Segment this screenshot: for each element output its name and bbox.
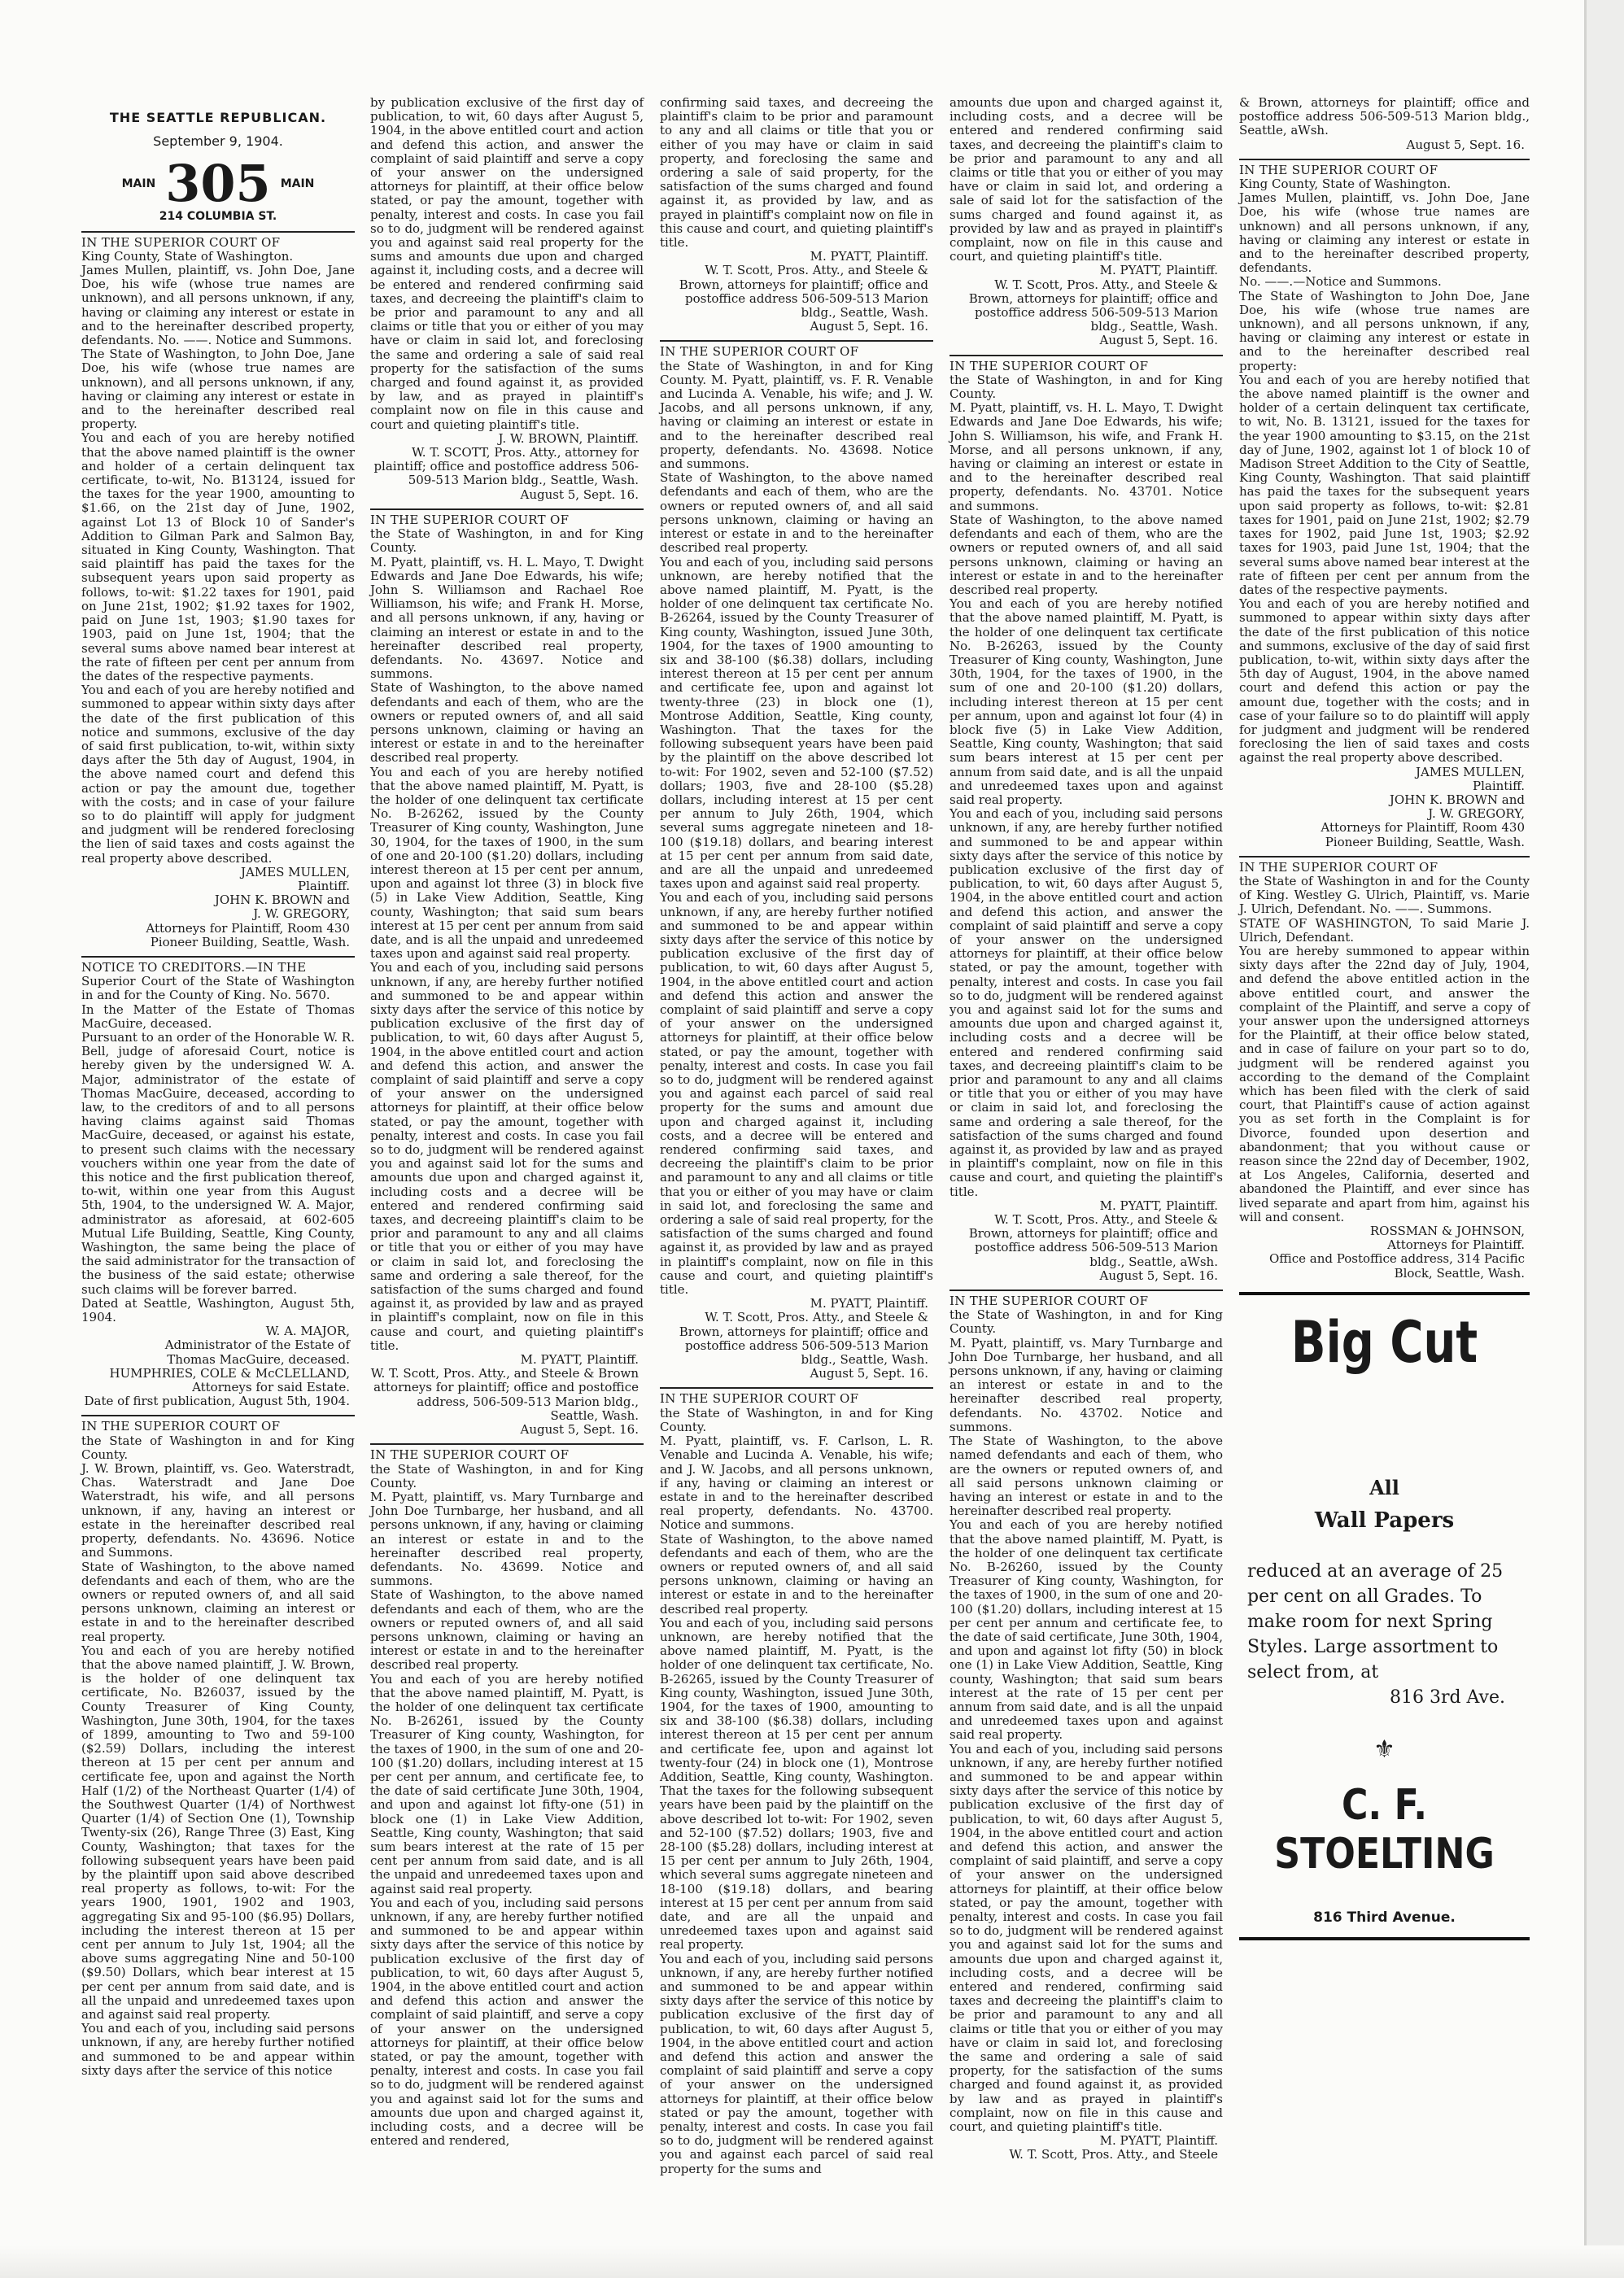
notice-signature: ROSSMAN & JOHNSON, Attorneys for Plaintiff. Office and Postoffice address, 314 Pacific Block, Seattle, Wash. (1268, 1224, 1525, 1281)
legal-notice (81, 961, 355, 1409)
phone-number: 305 (165, 154, 271, 214)
notice-body: the State of Washington, in and for King County. M. Pyatt, plaintiff, vs. Mary Turnbarge and John Doe Turnbarge, her husband, and all persons unknown, if any, having or claiming an interest or estate in and to the hereinafter described real property, defendants. No. 43702. Notice and summons. The State of Washington, to the above named defendants and each of them, who are the owners or reputed owners of, and all said persons unknown claiming or having an interest or estate in and to the hereinafter described real property. You and each of you are hereby notified that the above named plaintiff, M. Pyatt, is the holder of one delinquent tax certificate No. B-26260, issued by the County Treasurer of King county, Washington, for the taxes of 1900, in the sum of one and 20-100 ($1.20) dollars, including interest at 15 per cent per annum and certificate fee, to the date of said certificate, June 30th, 1904, and upon and against lot fifty (50) in block one (1) in Lake View Addition, Seattle, King county, Washington; that said sum bears interest at the rate of 15 per cent per annum from said date, and is all the unpaid and unredeemed taxes upon and against said real property. You and each of you, including said persons unknown, if any, are hereby further notified and summoned to be and appear within sixty days after the service of this notice by publication exclusive of the first day of publication, to wit, 60 days after August 5, 1904, in the above entitled court and action and defend this action, and answer the complaint of said plaintiff, and serve a copy of your answer on the undersigned attorneys for plaintiff, at their office below stated, or pay the amount, together with penalty, interest and costs. In case you fail so to do, judgment will be rendered against you and against said lot for the sums and amounts due upon and charged against it, including costs, and a decree will be entered and rendered, confirming said taxes and decreeing the plaintiff's claim to be prior and paramount to any and all claims or title that you or either of you may have or claim in said lot, and foreclosing the same and ordering a sale of said property, for the satisfaction of the sums charged and found against it, as provided by law and as prayed in plaintiff's complaint, now on file in this cause and court, and quieting plaintiff's title. (950, 1307, 1224, 2135)
ad-headline: Big Cut (1290, 1308, 1478, 1376)
notice-heading: IN THE SUPERIOR COURT OF (81, 1419, 281, 1434)
legal-notice-continued (950, 95, 1227, 348)
phone-exchange-right: MAIN (280, 177, 315, 190)
ad-body-text (1247, 1559, 1530, 1710)
column-rule (370, 1443, 644, 1445)
notice-signature: M. PYATT, Plaintiff. W. T. Scott, Pros. Atty., and Steele & Brown, attorneys for plaintiff; office and postoffice address 506-509-513 Marion bldg., Seattle, Wash. August 5, Sept. 16. (679, 1296, 928, 1381)
phone-box (81, 154, 355, 214)
column-rule (950, 1290, 1223, 1291)
legal-notice-continued (1239, 95, 1534, 152)
notice-signature: JAMES MULLEN, Plaintiff. JOHN K. BROWN and J. W. GREGORY, Attorneys for Plaintiff, Room 430 Pioneer Building, Seattle, Wash. (146, 864, 350, 949)
notice-signature: W. A. MAJOR, Administrator of the Estate of Thomas MacGuire, deceased. HUMPHRIES, COLE & McCLELLAND, Attorneys for said Estate. Date of first publication, August 5th, 1904. (84, 1324, 350, 1409)
notice-heading: IN THE SUPERIOR COURT OF (370, 1447, 570, 1463)
legal-notice (1239, 861, 1530, 1281)
column-rule (81, 231, 355, 233)
notice-body: the State of Washington, in and for King County. M. Pyatt, plaintiff, vs. Mary Turnbarge and John Doe Turnbarge, her husband, and all persons unknown, if any, having or claiming an interest or estate in and to the hereinafter described real property, defendants. No. 43699. Notice and summons. State of Washington, to the above named defendants and each of them, who are the owners or reputed owners of, and all said persons unknown, claiming or having an interest or estate in and to the hereinafter described real property. You and each of you are hereby notified that the above named plaintiff, M. Pyatt, is the holder of one delinquent tax certificate No. B-26261, issued by the County Treasurer of King county, Washington, for the taxes of 1900, in the sum of one and 20-100 ($1.20) dollars, including interest at 15 per cent per annum, and certificate fee, to the date of said certificate June 30th, 1904, and upon and against lot fifty-one (51) in block one (1) in Lake View Addition, Seattle, King county, Washington; that said sum bears interest at the rate of 15 per cent per annum from said date, and is all the unpaid and unredeemed taxes upon and against said real property. You and each of you, including said persons unknown, if any, are hereby further notified and summoned to be and appear within sixty days after the service of this notice by publication exclusive of the first day of publication, to wit, 60 days after August 5, 1904, in the above entitled court and action and defend this action and answer the complaint of said plaintiff, and serve a copy of your answer on the undersigned attorneys for plaintiff, at their office below stated, or pay the amount, together with penalty, interest and costs. In case you fail so to do, judgment will be rendered against you and against said lot for the sums and amounts due upon and charged against it, including costs, and a decree will be entered and rendered, (370, 1461, 644, 2149)
ad-merchant-address: 816 Third Avenue. (1313, 1909, 1456, 1927)
notice-heading: IN THE SUPERIOR COURT OF (370, 512, 570, 527)
legal-notice-continued (660, 95, 937, 334)
notice-body: confirming said taxes, and decreeing the plaintiff's claim to be prior and paramount to any and all claims or title that you or either of you may have or claim in said property, and foreclosing the same and ordering a sale of said property, for the satisfaction of the sums charged and found against it, as provided by law, and as prayed in plaintiff's complaint now on file in this cause and court, and quieting plaintiff's title. (660, 95, 937, 251)
column-rule (81, 1415, 355, 1416)
notice-heading: NOTICE TO CREDITORS.—IN THE (81, 959, 307, 975)
notice-heading: IN THE SUPERIOR COURT OF (1239, 859, 1438, 875)
ad-bottom-rule (1239, 1937, 1530, 1940)
legal-notice (81, 236, 355, 949)
notice-heading: IN THE SUPERIOR COURT OF (81, 234, 281, 250)
legal-notice (660, 1392, 933, 2175)
legal-notice (81, 1420, 355, 2078)
masthead-title: THE SEATTLE REPUBLICAN. (109, 110, 327, 125)
legal-notice (370, 513, 644, 1437)
column-3 (660, 95, 937, 2244)
notice-heading: IN THE SUPERIOR COURT OF (660, 1391, 859, 1407)
notice-body: King County, State of Washington. James Mullen, plaintiff, vs. John Doe, Jane Doe, his wife (whose true names are unknown), and all persons unknown, if any, having or claiming any interest or estate in and to the hereinafter described property, defendants. No. ——. Notice and Summons. The State of Washington, to John Doe, Jane Doe, his wife (whose true names are unknown), and all persons unknown, if any, having or claiming any interest or estate in and to the hereinafter described real property. You and each of you are hereby notified that the above named plaintiff is the owner and holder of a certain delinquent tax certificate, to-wit, No. B13124, issued for the taxes for the year 1900, amounting to $1.66, on the 21st day of June, 1902, against Lot 13 of Block 10 of Sander's Addition to Gilman Park and Salmon Bay, situated in King County, Washington. That said plaintiff has paid the taxes for the subsequent years upon said property as follows, to-wit: $1.22 taxes for 1901, paid on June 21st, 1902; $1.92 taxes for 1902, paid on June 1st, 1903; $1.90 taxes for 1903, paid on June 1st, 1904; that the several sums above named bear interest at the rate of fifteen per cent per annum from the dates of the respective payments. You and each of you are hereby notified and summoned to appear within sixty days after the date of the first publication of this notice and summons, exclusive of the day of said first publication, to-wit, within sixty days after the 5th day of August, 1904, in the above named court and defend this action or pay the amount due, together with the costs; and in case of your failure so to do plaintiff will apply for judgment and judgment will be rendered foreclosing the lien of said taxes and costs against the real property above described. (81, 248, 355, 866)
notice-signature: M. PYATT, Plaintiff. W. T. Scott, Pros. Atty., and Steele & Brown attorneys for plaintiff; office and postoffice address, 506-509-513 Marion bldg., Seattle, Wash. August 5, Sept. 16. (370, 1352, 639, 1438)
notice-heading: IN THE SUPERIOR COURT OF (950, 1294, 1149, 1309)
notice-body: the State of Washington, in and for King County. M. Pyatt, plaintiff, vs. F. Carlson, L. R. Venable and Lucinda A. Venable, his wife; and J. W. Jacobs, and all persons unknown, if any, having or claiming an interest or estate in and to the hereinafter described real property, defendants. No. 43700. Notice and summons. State of Washington, to the above named defendants and each of them, who are the owners or reputed owners of, and all said persons unknown, claiming or having an interest or estate in and to the hereinafter described real property. You and each of you, including said persons unknown, are hereby notified that the above named plaintiff, M. Pyatt, is the holder of one delinquent tax certificate, No. B-26265, issued by the County Treasurer of King county, Washington, issued June 30th, 1904, for the taxes of 1900, amounting to six and 38-100 ($6.38) dollars, including interest thereon at 15 per cent per annum and certificate fee, upon and against lot twenty-four (24) in block one (1), Montrose Addition, Seattle, King county, Washington. That the taxes for the following subsequent years have been paid by the plaintiff on the above described lot to-wit: For 1902, seven and 52-100 ($7.52) dollars; 1903, five and 28-100 ($5.28) dollars, including interest at 15 per cent per annum to July 26th, 1904, which several sums aggregate nineteen and 18-100 ($19.18) dollars, and bearing interest at 15 per cent per annum from said date, and are all the unpaid and unredeemed taxes upon and against said real property. You and each of you, including said persons unknown, if any, are hereby further notified and summoned to be and appear within sixty days after the service of this notice by publication exclusive of the first day of publication, to wit, 60 days after August 5, 1904, in the above entitled court and action and defend this action and answer the complaint of said plaintiff and serve a copy of your answer on the undersigned attorneys for plaintiff, at their office below stated or pay the amount, together with penalty, interest and costs. In case you fail so to do, judgment will be rendered against you and against each parcel of said real property for the sums and (660, 1405, 933, 2176)
masthead-address: 214 COLUMBIA ST. (159, 210, 277, 224)
masthead (81, 96, 355, 225)
legal-notice (660, 345, 933, 1381)
notice-body: & Brown, attorneys for plaintiff; office and postoffice address 506-509-513 Marion bldg., Seattle, aWsh. (1239, 95, 1534, 138)
notice-body: the State of Washington, in and for King County. M. Pyatt, plaintiff, vs. H. L. Mayo, T. Dwight Edwards and Jane Doe Edwards, his wife; John S. Williamson and Rachael Roe Williamson, his wife; and Frank H. Morse, and all persons unknown, if any, having or claiming an interest or estate in and to the hereinafter described real property, defendants. No. 43697. Notice and summons. State of Washington, to the above named defendants and each of them, who are the owners or reputed owners of, and all said persons unknown, claiming or having an interest or estate in and to the hereinafter described real property. You and each of you are hereby notified that the above named plaintiff, M. Pyatt, is the holder of one delinquent tax certificate No. B-26262, issued by the County Treasurer of King county, Washington, June 30, 1904, for the taxes of 1900, in the sum of one and 20-100 ($1.20) dollars, including interest thereon at 15 per cent per annum, upon and against lot three (3) in block five (5) in Lake View Addition, Seattle, King county, Washington; that said sum bears interest at 15 per cent per annum from said date, and is all the unpaid and unredeemed taxes upon and against said real property. You and each of you, including said persons unknown, if any, are hereby further notified and summoned to be and appear within sixty days after the service of this notice by publication exclusive of the first day of publication, to wit, 60 days after August 5, 1904, in the above entitled court and action and defend this action, and answer the complaint of said plaintiff and serve a copy of your answer on the undersigned attorneys for plaintiff, at their office below stated, or pay the amount, together with penalty, interest and costs. In case you fail so to do, judgment will be rendered against you and against said lot for the sums and amounts due upon and charged against it, including costs and a decree will be entered and rendered confirming said taxes, and decreeing plaintiff's claim to be prior and paramount to any and all claims or title that you or either of you may have or claim in said lot, and foreclosing the same and ordering a sale thereof, for the satisfaction of the sums charged and found against it, as provided by law and as prayed in plaintiff's complaint, now on file in this cause and court, and quieting plaintiff's title. (370, 526, 644, 1353)
column-rule (950, 355, 1223, 356)
notice-signature: M. PYATT, Plaintiff. W. T. Scott, Pros. Atty., and Steele & Brown, attorneys for plaintiff; office and postoffice address 506-509-513 Marion bldg., Seattle, aWsh. August 5, Sept. 16. (968, 1198, 1218, 1283)
column-4 (950, 95, 1227, 2244)
column-5 (1239, 95, 1534, 2244)
notice-signature: JAMES MULLEN, Plaintiff. JOHN K. BROWN and J. W. GREGORY, Attorneys for Plaintiff, Room 430 Pioneer Building, Seattle, Wash. (1321, 764, 1525, 849)
notice-signature: M. PYATT, Plaintiff. W. T. Scott, Pros. Atty., and Steele & Brown, attorneys for plaintiff; office and postoffice address 506-509-513 Marion bldg., Seattle, Wash. August 5, Sept. 16. (679, 249, 928, 334)
column-rule (1239, 159, 1530, 160)
notice-signature: J. W. BROWN, Plaintiff. W. T. SCOTT, Pros. Atty., attorney for plaintiff; office and postoffice address 506-509-513 Marion bldg., Seattle, Wash. August 5, Sept. 16. (373, 430, 639, 502)
notice-body: Superior Court of the State of Washington in and for the County of King. No. 5670. In the Matter of the Estate of Thomas MacGuire, deceased. Pursuant to an order of the Honorable W. R. Bell, judge of aforesaid Court, notice is hereby given by the undersigned W. A. Major, administrator of the estate of Thomas MacGuire, deceased, according to law, to the creditors of and to all persons having claims against said Thomas MacGuire, deceased, or against his estate, to present such claims with the necessary vouchers within one year from the date of this notice and the first publication thereof, to-wit, within one year from this August 5th, 1904, to the undersigned W. A. Major, administrator as aforesaid, at 602-605 Mutual Life Building, Seattle, King County, Washington, the same being the place of the said administrator for the transaction of the business of the said estate; otherwise such claims will be forever barred. Dated at Seattle, Washington, August 5th, 1904. (81, 974, 355, 1325)
column-rule (660, 1387, 933, 1389)
column-1 (81, 96, 355, 2244)
notice-body: the State of Washington, in and for King County. M. Pyatt, plaintiff, vs. H. L. Mayo, T. Dwight Edwards and Jane Doe Edwards, his wife; John S. Williamson, his wife, and Frank H. Morse, and all persons unknown, if any, having or claiming an interest or estate in and to the hereinafter described real property, defendants. No. 43701. Notice and summons. State of Washington, to the above named defendants and each of them, who are the owners or reputed owners of, and all said persons unknown, claiming or having an interest or estate in and to the hereinafter described real property. You and each of you are hereby notified that the above named plaintiff, M. Pyatt, is the holder of one delinquent tax certificate No. B-26263, issued by the County Treasurer of King county, Washington, June 30th, 1904, for the taxes of 1900, in the sum of one and 20-100 ($1.20) dollars, including interest thereon at 15 per cent per annum, upon and against lot four (4) in block five (5) in Lake View Addition, Seattle, King county, Washington; that said sum bears interest at 15 per cent per annum from said date, and is all the unpaid and unredeemed taxes upon and against said real property. You and each of you, including said persons unknown, if any, are hereby further notified and summoned to be and appear within sixty days after the service of this notice by publication exclusive of the first day of publication, to wit, 60 days after August 5, 1904, in the above entitled court and action and defend this action, and answer the complaint of said plaintiff and serve a copy of your answer on the undersigned attorneys for plaintiff, at their office below stated, or pay the amount, together with penalty, interest and costs. In case you fail so to do, judgment will be rendered against you and against said lot for the sums and amounts due upon and charged against it, including costs and a decree will be entered and rendered confirming said taxes, and decreeing plaintiff's claim to be prior and paramount to any and all claims or title that you or either of you may have or claim in said lot, and foreclosing the same and ordering a sale thereof, for the satisfaction of the sums charged and found against it, as provided by law and as prayed in plaintiff's complaint, now on file in this cause and court, and quieting the plaintiff's title. (950, 372, 1223, 1199)
fleur-de-lis-icon: ⚜ (1373, 1735, 1395, 1765)
newspaper-columns (81, 95, 1534, 2244)
notice-body: the State of Washington in and for King County. J. W. Brown, plaintiff, vs. Geo. Waterstradt, Chas. Waterstradt and Jane Doe Waterstradt, his wife, and all persons unknown, if any, having an interest or estate in the hereinafter described real property, defendants. No. 43696. Notice and Summons. State of Washington, to the above named defendants and each of them, who are the owners or reputed owners of, and all said persons unknown, claiming an interest or estate in and to the hereinafter described real property. You and each of you are hereby notified that the above named plaintiff, J. W. Brown, is the holder of one delinquent tax certificate, No. B26037, issued by the County Treasurer of King County, Washington, June 30th, 1904, for the taxes of 1899, amounting to Two and 59-100 ($2.59) Dollars, including the interest thereon at 15 per cent per annum and certificate fee, upon and against the North Half (1/2) of the Northeast Quarter (1/4) of the Southwest Quarter (1/4) of Northwest Quarter (1/4) of Section One (1), Township Twenty-six (26), Range Three (3) East, King County, Washington; that taxes for the following subsequent years have been paid by the plaintiff upon said above described real property as follows, to-wit: For the years 1900, 1901, 1902 and 1903, aggregating Six and 95-100 ($6.95) Dollars, including the interest thereon at 15 per cent per annum to July 1st, 1904; all the above sums aggregating Nine and 50-100 ($9.50) Dollars, which bear interest at 15 per cent per annum from said date, and is all the unpaid and unredeemed taxes upon and against said real property. You and each of you, including said persons unknown, if any, are hereby further notified and summoned to be and appear within sixty days after the service of this notice (81, 1433, 355, 2078)
ad-address-line: 816 3rd Ave. (1389, 1687, 1505, 1708)
notice-heading: IN THE SUPERIOR COURT OF (660, 344, 859, 360)
phone-exchange-left: MAIN (121, 177, 156, 190)
notice-body: by publication exclusive of the first day of publication, to wit, 60 days after August 5, 1904, in the above entitled court and action and defend this action, and answer the complaint of said plaintiff and serve a copy of your answer on the undersigned attorneys for plaintiff, at their office below stated, or pay the amount, together with penalty, interest and costs. In case you fail so to do, judgment will be rendered against you and against said real property for the sums and amounts due upon and charged against it, including costs, and a decree will be entered and rendered confirming said taxes, and decreeing the plaintiff's claim to be prior and paramount to any and all claims or title that you or either of you may have or claim in said lot, and foreclosing the same and ordering a sale of said real property for the satisfaction of the sums charged and found against it, as provided by law, and as prayed in plaintiff's complaint now on file in this cause and court and quieting plaintiff's title. (370, 95, 648, 432)
column-rule (370, 508, 644, 510)
ad-body: reduced at an average of 25 per cent on all Grades. To make room for next Spring Styles. Large assortment to select from, at (1247, 1561, 1504, 1683)
column-rule (81, 956, 355, 958)
ad-subhead-all: All (1369, 1475, 1399, 1499)
notice-body: the State of Washington, in and for King County. M. Pyatt, plaintiff, vs. F. R. Venable and Lucinda A. Venable, his wife; and J. W. Jacobs, and all persons unknown, if any, having or claiming an interest or estate in and to the hereinafter described real property, defendants. No. 43698. Notice and summons. State of Washington, to the above named defendants and each of them, who are the owners or reputed owners of, and all said persons unknown, claiming or having an interest or estate in and to the hereinafter described real property. You and each of you, including said persons unknown, are hereby notified that the above named plaintiff, M. Pyatt, is the holder of one delinquent tax certificate No. B-26264, issued by the County Treasurer of King county, Washington, issued June 30th, 1904, for the taxes of 1900 amounting to six and 38-100 ($6.38) dollars, including interest thereon at 15 per cent per annum and certificate fee, upon and against lot twenty-three (23) in block one (1), Montrose Addition, Seattle, King county, Washington. That the taxes for the following subsequent years have been paid by the plaintiff on the above described lot to-wit: For 1902, seven and 52-100 ($7.52) dollars; 1903, five and 28-100 ($5.28) dollars, including interest at 15 per cent per annum to July 26th, 1904, which several sums aggregate nineteen and 18-100 ($19.18) dollars, and bearing interest at 15 per cent per annum from said date, and are all the unpaid and unredeemed taxes upon and against said real property. You and each of you, including said persons unknown, if any, are hereby further notified and summoned to be and appear within sixty days after the service of this notice by publication exclusive of the first day of publication, to wit, 60 days after August 5, 1904, in the above entitled court and action and defend this action and answer the complaint of said plaintiff and serve a copy of your answer on the undersigned attorneys for plaintiff, at their office below stated, or pay the amount, together with penalty, interest and costs. In case you fail so to do, judgment will be rendered against you and against each parcel of said real property for the sums and amount due upon and charged against it, including costs, and a decree will be entered and rendered confirming said taxes, and decreeing the plaintiff's claim to be prior and paramount to any and all claims or title that you or either of you may have or claim in said lot, and foreclosing the same and ordering a sale of said real property, for the satisfaction of the sums charged and found against it, as provided by law and as prayed in plaintiff's complaint, now on file in this cause and court, and quieting plaintiff's title. (660, 358, 933, 1298)
masthead-date: September 9, 1904. (153, 133, 283, 150)
notice-body: the State of Washington in and for the County of King. Westley G. Ulrich, Plaintiff, vs. Marie J. Ulrich, Defendant. No. ——. Summons. STATE OF WASHINGTON, To said Marie J. Ulrich, Defendant. You are hereby summoned to appear within sixty days after the 22nd day of July, 1904, and defend the above entitled action in the above entitled court, and answer the complaint of the Plaintiff, and serve a copy of your answer upon the undersigned attorneys for the Plaintiff, at their office below stated, and in case of failure on your part so to do, judgment will be rendered against you according to the demand of the Complaint which has been filed with the clerk of said court, that Plaintiff's cause of action against you as set forth in the Complaint is for Divorce, founded upon desertion and abandonment; that you without cause or reason since the 22nd day of December, 1902, at Los Angeles, California, deserted and abandoned the Plaintiff, and ever since has lived separate and apart from him, against his will and consent. (1239, 873, 1530, 1224)
notice-heading: IN THE SUPERIOR COURT OF (1239, 162, 1438, 177)
notice-body: King County, State of Washington. James Mullen, plaintiff, vs. John Doe, Jane Doe, his wife (whose true names are unknown) and all persons unknown, if any, having or claiming any interest or estate in and to the hereinafter described property, defendants. No. ——.—Notice and Summons. The State of Washington to John Doe, Jane Doe, his wife (whose true names are unknown), and all persons unknown, if any, having or claiming any interest or estate in and to the hereinafter described real property: You and each of you are hereby notified that the above named plaintiff is the owner and holder of a certain delinquent tax certificate, to wit, No. B. 13121, issued for the taxes for the year 1900 amounting to $3.15, on the 21st day of June, 1902, against lot 1 of block 10 of Madison Street Addition to the City of Seattle, King County, Washington. That said plaintiff has paid the taxes for the subsequent years upon said property as follows, to-wit: $2.81 taxes for 1901, paid on June 21st, 1902; $2.79 taxes for 1902, paid June 1st, 1903; $2.92 taxes for 1903, paid June 1st, 1904; that the several sums above named bear interest at the rate of fifteen per cent per annum from the dates of the respective payments. You and each of you are hereby notified and summoned to appear within sixty days after the date of the first publication of this notice and summons, exclusive of the day of said first publication, to-wit, within sixty days after the 5th day of August, 1904, in the above named court and defend this action or pay the amount due, together with the costs; and in case of your failure so to do plaintiff will apply for judgment and judgment will be rendered foreclosing the lien of said taxes and costs against the real property above described. (1239, 177, 1530, 766)
notice-signature: M. PYATT, Plaintiff. W. T. Scott, Pros. Atty., and Steele & Brown, attorneys for plaintiff; office and postoffice address 506-509-513 Marion bldg., Seattle, Wash. August 5, Sept. 16. (968, 263, 1218, 348)
column-2 (370, 95, 648, 2244)
notice-signature: M. PYATT, Plaintiff. W. T. Scott, Pros. Atty., and Steele (1009, 2133, 1218, 2162)
page-edge (1584, 0, 1624, 2278)
legal-notice (950, 360, 1223, 1283)
notice-signature: August 5, Sept. 16. (1406, 137, 1525, 152)
legal-notice (370, 1448, 644, 2148)
page-edge-bottom (0, 2245, 1624, 2278)
column-rule (1239, 856, 1530, 858)
legal-notice (950, 1294, 1223, 2162)
legal-notice (1239, 164, 1530, 849)
ad-subhead-wall-papers: Wall Papers (1314, 1508, 1455, 1534)
notice-heading: IN THE SUPERIOR COURT OF (950, 358, 1149, 373)
ad-merchant-name: C. F. STOELTING (1274, 1781, 1495, 1879)
wallpaper-advertisement (1239, 1292, 1530, 1940)
notice-body: amounts due upon and charged against it, including costs, and a decree will be entered and rendered confirming said taxes, and decreeing the plaintiff's claim to be prior and paramount to any and all claims or title that you or either of you may have or claim in said lot, and ordering a sale of said lot for the satisfaction of the sums charged and found against it, as provided by law and as prayed in plaintiff's complaint, now on file in this cause and court, and quieting plaintiff's title. (950, 95, 1227, 264)
legal-notice-continued (370, 95, 648, 502)
column-rule (660, 340, 933, 342)
